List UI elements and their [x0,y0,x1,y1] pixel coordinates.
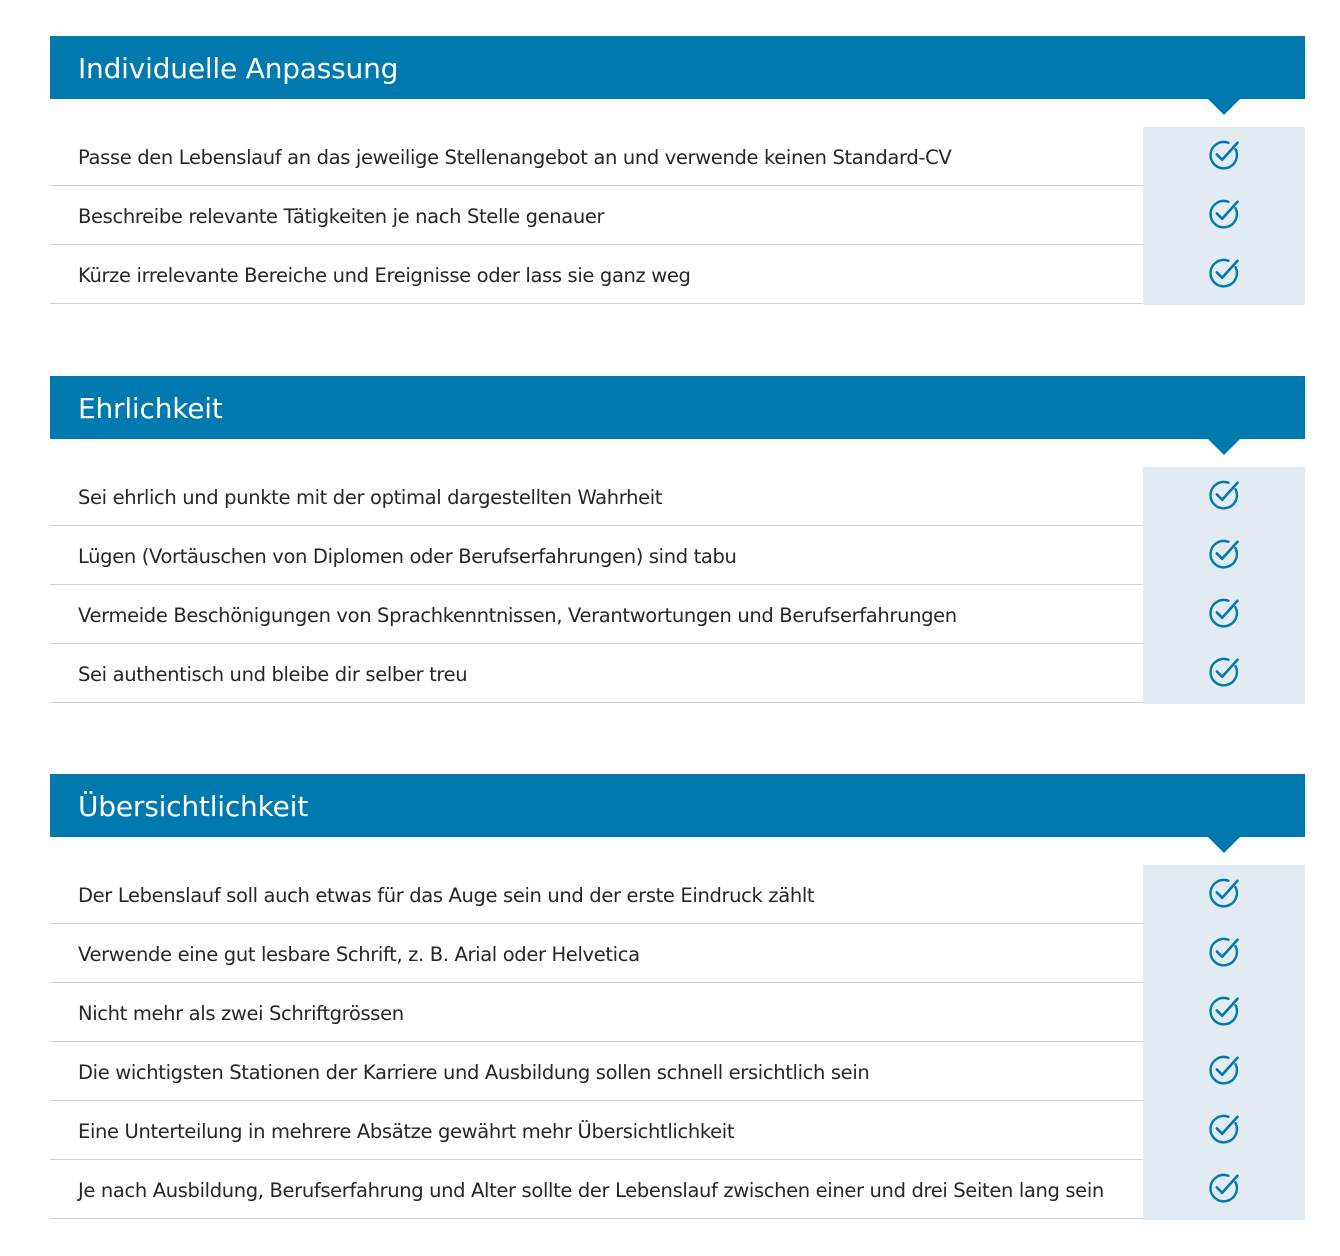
check-circle-icon [1207,1171,1241,1205]
section-ehrlichkeit [50,376,1305,703]
check-cell [1143,526,1305,586]
checklist-item [50,526,1305,585]
check-circle-icon [1207,1053,1241,1087]
checklist-item-text: Je nach Ausbildung, Berufserfahrung und Alter sollte der Lebenslauf zwischen einer und drei Seiten lang sein [78,1179,1104,1202]
checklist-item-text: Kürze irrelevante Bereiche und Ereignisse oder lass sie ganz weg [78,264,691,287]
header-pointer [1208,837,1240,853]
check-cell [1143,1101,1305,1161]
check-circle-icon [1207,596,1241,630]
check-cell [1143,245,1305,305]
check-circle-icon [1207,1112,1241,1146]
check-cell [1143,644,1305,704]
checklist-item-text: Sei authentisch und bleibe dir selber treu [78,663,468,686]
checklist-item [50,1101,1305,1160]
section-title: Übersichtlichkeit [78,790,308,823]
checklist-item [50,983,1305,1042]
check-circle-icon [1207,537,1241,571]
section-title: Individuelle Anpassung [78,52,399,85]
check-cell [1143,1160,1305,1220]
checklist-item-text: Beschreibe relevante Tätigkeiten je nach Stelle genauer [78,205,605,228]
checklist-item-text: Der Lebenslauf soll auch etwas für das Auge sein und der erste Eindruck zählt [78,884,815,907]
section-uebersichtlichkeit [50,774,1305,1219]
checklist-item [50,127,1305,186]
check-circle-icon [1207,197,1241,231]
checklist-item [50,245,1305,304]
check-circle-icon [1207,478,1241,512]
checklist-item-text: Vermeide Beschönigungen von Sprachkenntnissen, Verantwortungen und Berufserfahrungen [78,604,957,627]
check-circle-icon [1207,994,1241,1028]
check-cell [1143,585,1305,645]
checklist-item [50,865,1305,924]
check-circle-icon [1207,655,1241,689]
checklist-item-text: Eine Unterteilung in mehrere Absätze gewährt mehr Übersichtlichkeit [78,1120,735,1143]
checklist-item [50,924,1305,983]
checklist-item-text: Verwende eine gut lesbare Schrift, z. B. Arial oder Helvetica [78,943,640,966]
checklist [50,865,1305,1219]
checklist-item-text: Die wichtigsten Stationen der Karriere und Ausbildung sollen schnell ersichtlich sein [78,1061,870,1084]
check-cell [1143,924,1305,984]
check-cell [1143,186,1305,246]
section-header [50,36,1305,99]
section-header [50,774,1305,837]
checklist-item [50,585,1305,644]
section-individuelle-anpassung [50,36,1305,304]
checklist-item [50,1160,1305,1219]
checklist-item-text: Nicht mehr als zwei Schriftgrössen [78,1002,404,1025]
check-cell [1143,865,1305,925]
check-cell [1143,983,1305,1043]
checklist-item [50,467,1305,526]
check-circle-icon [1207,876,1241,910]
check-circle-icon [1207,935,1241,969]
section-header [50,376,1305,439]
check-cell [1143,127,1305,187]
checklist [50,467,1305,703]
checklist-item [50,186,1305,245]
checklist-item-text: Passe den Lebenslauf an das jeweilige Stellenangebot an und verwende keinen Standard-CV [78,146,952,169]
header-pointer [1208,99,1240,115]
checklist-item-text: Lügen (Vortäuschen von Diplomen oder Berufserfahrungen) sind tabu [78,545,737,568]
header-pointer [1208,439,1240,455]
checklist [50,127,1305,304]
checklist-item [50,1042,1305,1101]
check-circle-icon [1207,256,1241,290]
checklist-item-text: Sei ehrlich und punkte mit der optimal dargestellten Wahrheit [78,486,663,509]
check-cell [1143,467,1305,527]
check-circle-icon [1207,138,1241,172]
checklist-item [50,644,1305,703]
check-cell [1143,1042,1305,1102]
section-title: Ehrlichkeit [78,392,223,425]
